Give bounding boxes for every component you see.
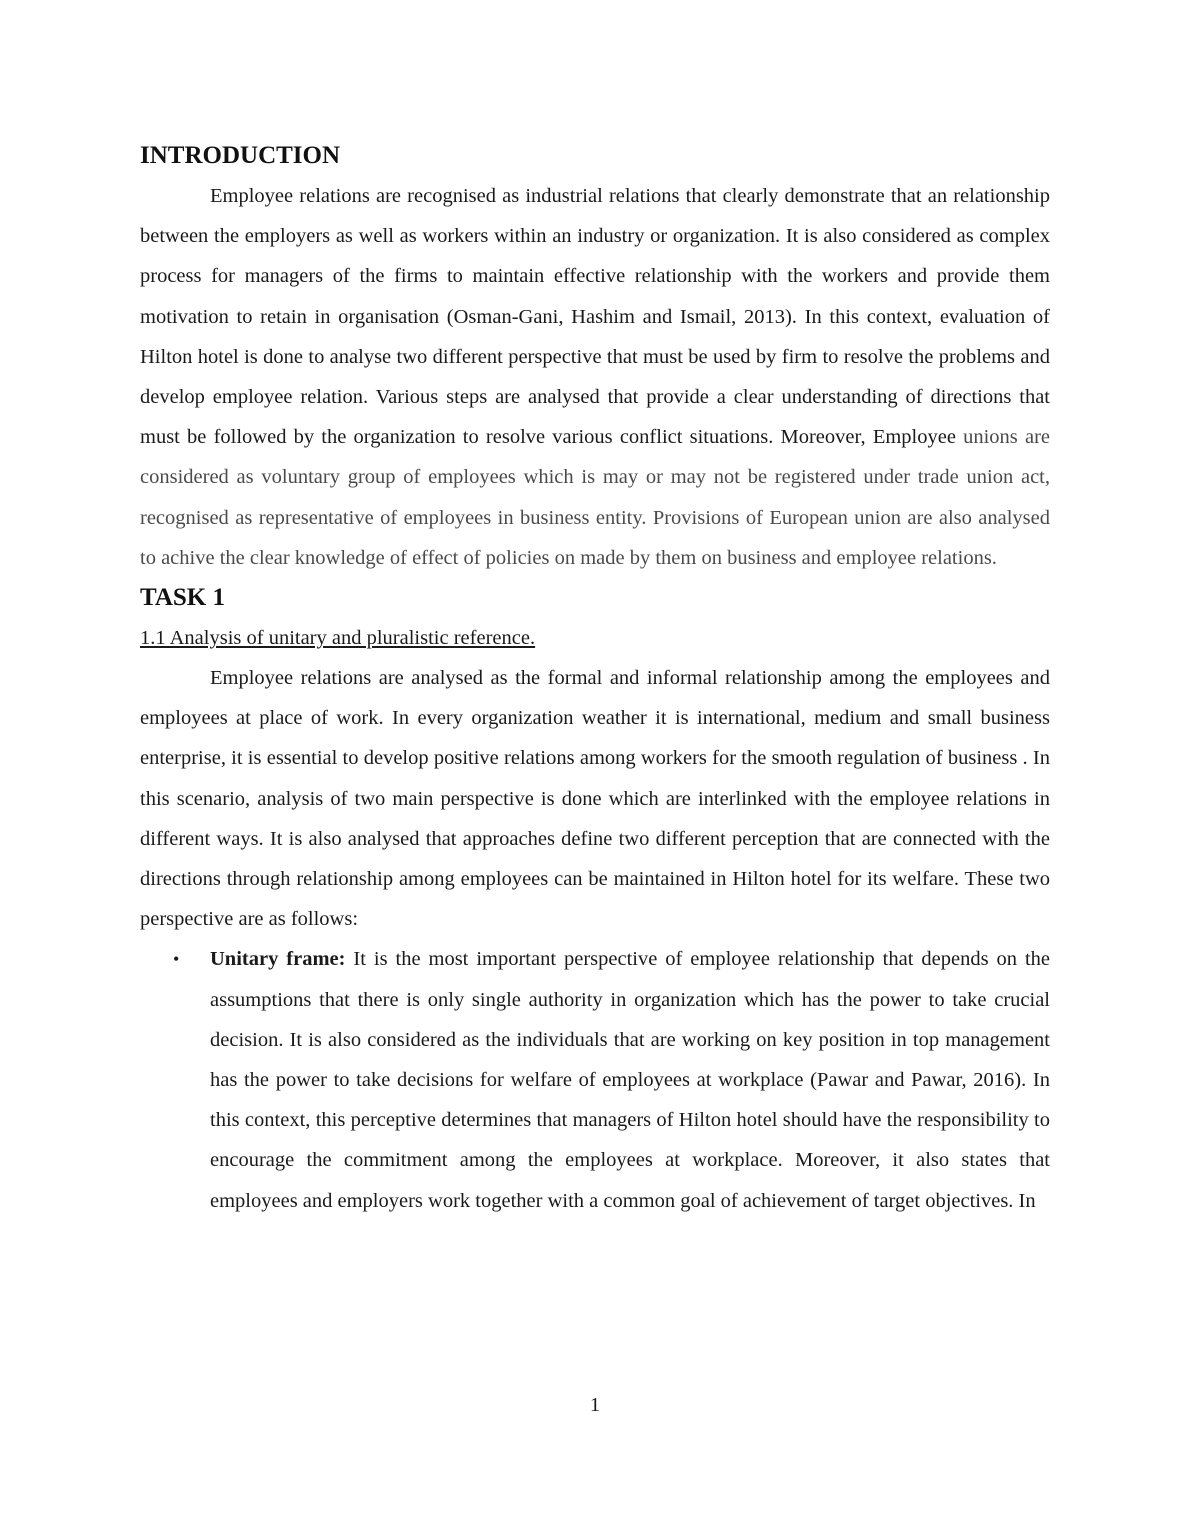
introduction-text: Employee relations are recognised as industrial relations that clearly demonstrate that an relationship between the employers as well as workers within an industry or organization. It is also considered as complex process for managers of the firms to maintain effective relationship with the workers and provide them motivation to retain in organisation (Osman-Gani, Hashim and Ismail, 2013). In this context, evaluation of Hilton hotel is done to analyse two different perspective that must be used by firm to resolve the problems and develop employee relation. Various steps are analysed that provide a clear understanding of directions that must be followed by the organization to resolve various conflict situations. Moreover, Employee [140, 185, 1050, 449]
list-item [173, 939, 1050, 1220]
document-page [140, 136, 1050, 1221]
introduction-text-continued: unions are considered as voluntary group of employees which is may or may not be registered under trade union act, recognised as representative of employees in business entity. Provisions of European union are also analysed to achive the clear knowledge of effect of policies on made by them on business and employee relations. [140, 426, 1050, 569]
bullet-text: It is the most important perspective of employee relationship that depends on the assumptions that there is only single authority in organization which has the power to take crucial decision. It is also considered as the individuals that are working on key position in top management has the power to take decisions for welfare of employees at workplace (Pawar and Pawar, 2016). In this context, this perceptive determines that managers of Hilton hotel should have the responsibility to encourage the commitment among the employees at workplace. Moreover, it also states that employees and employers work together with a common goal of achievement of target objectives. In [210, 948, 1050, 1212]
perspective-list [140, 939, 1050, 1220]
task1-heading: TASK 1 [140, 584, 225, 612]
task1-subheading: 1.1 Analysis of unitary and pluralistic reference. [140, 627, 536, 650]
task1-paragraph: Employee relations are analysed as the formal and informal relationship among the employees and employees at place of work. In every organization weather it is international, medium and small business enterprise, it is essential to develop positive relations among workers for the smooth regulation of business . In this scenario, analysis of two main perspective is done which are interlinked with the employee relations in different ways. It is also analysed that approaches define two different perception that are connected with the directions through relationship among employees can be maintained in Hilton hotel for its welfare. These two perspective are as follows: [140, 667, 1050, 931]
page-number: 1 [589, 1394, 601, 1416]
introduction-heading: INTRODUCTION [140, 142, 341, 169]
bullet-title: Unitary frame: [210, 948, 346, 971]
bullet-icon: • [173, 949, 180, 970]
introduction-paragraph [140, 176, 1050, 578]
